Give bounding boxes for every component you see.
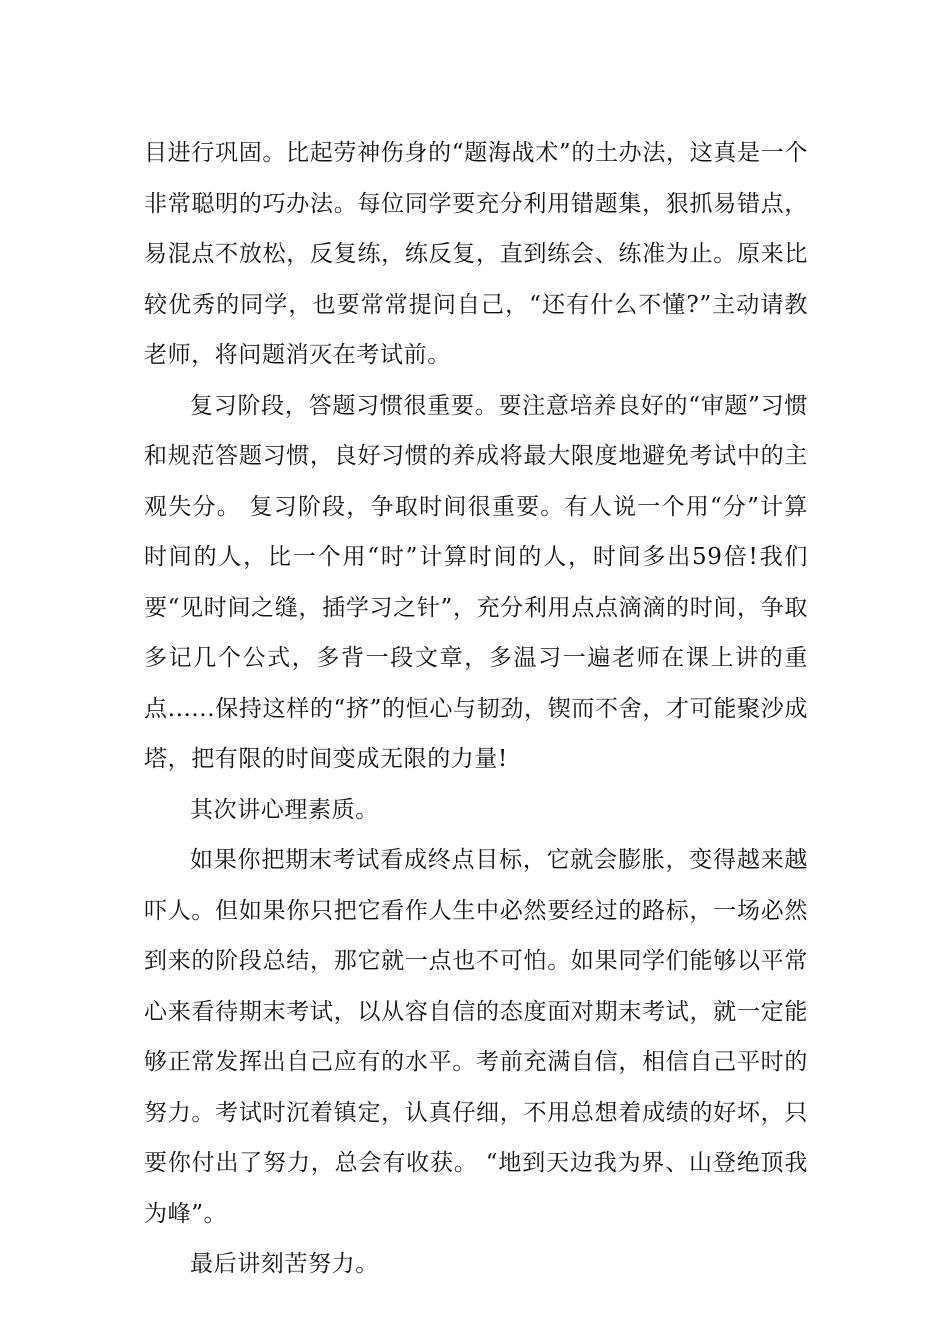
paragraph-heading-psychology: 其次讲心理素质。: [190, 796, 379, 823]
paragraph-continuation: 目进行巩固。比起劳神伤身的“题海战术”的土办法，这真是一个非常聪明的巧办法。每位同学要充分利用错题集，狠抓易错点，易混点不放松，反复练，练反复，直到练会、练准为止。原来比较优秀的同学，也要常常提问自己，“还有什么不懂?”主动请教老师，将问题消灭在考试前。: [144, 140, 808, 368]
paragraph-review-habits: 复习阶段，答题习惯很重要。要注意培养良好的“审题”习惯和规范答题习惯，良好习惯的养成将最大限度地避免考试中的主观失分。 复习阶段，争取时间很重要。有人说一个用“分”计算时间的人，比一个用“时”计算时间的人，时间多出59倍!我们要“见时间之缝，插学习之针”，充分利用点点滴滴的时间，争取多记几个公式，多背一段文章，多温习一遍老师在课上讲的重点......保持这样的“挤”的恒心与韧劲，锲而不舍，才可能聚沙成塔，把有限的时间变成无限的力量!: [144, 392, 808, 772]
paragraph-heading-effort: 最后讲刻苦努力。: [190, 1251, 379, 1277]
document-body: [144, 128, 808, 1290]
paragraph-psychology: 如果你把期末考试看成终点目标，它就会膨胀，变得越来越吓人。但如果你只把它看作人生中必然要经过的路标，一场必然到来的阶段总结，那它就一点也不可怕。如果同学们能够以平常心来看待期末考试，以从容自信的态度面对期末考试，就一定能够正常发挥出自己应有的水平。考前充满自信，相信自己平时的努力。考试时沉着镇定，认真仔细，不用总想着成绩的好坏，只要你付出了努力，总会有收获。 “地到天边我为界、山登绝顶我为峰”。: [144, 847, 808, 1227]
